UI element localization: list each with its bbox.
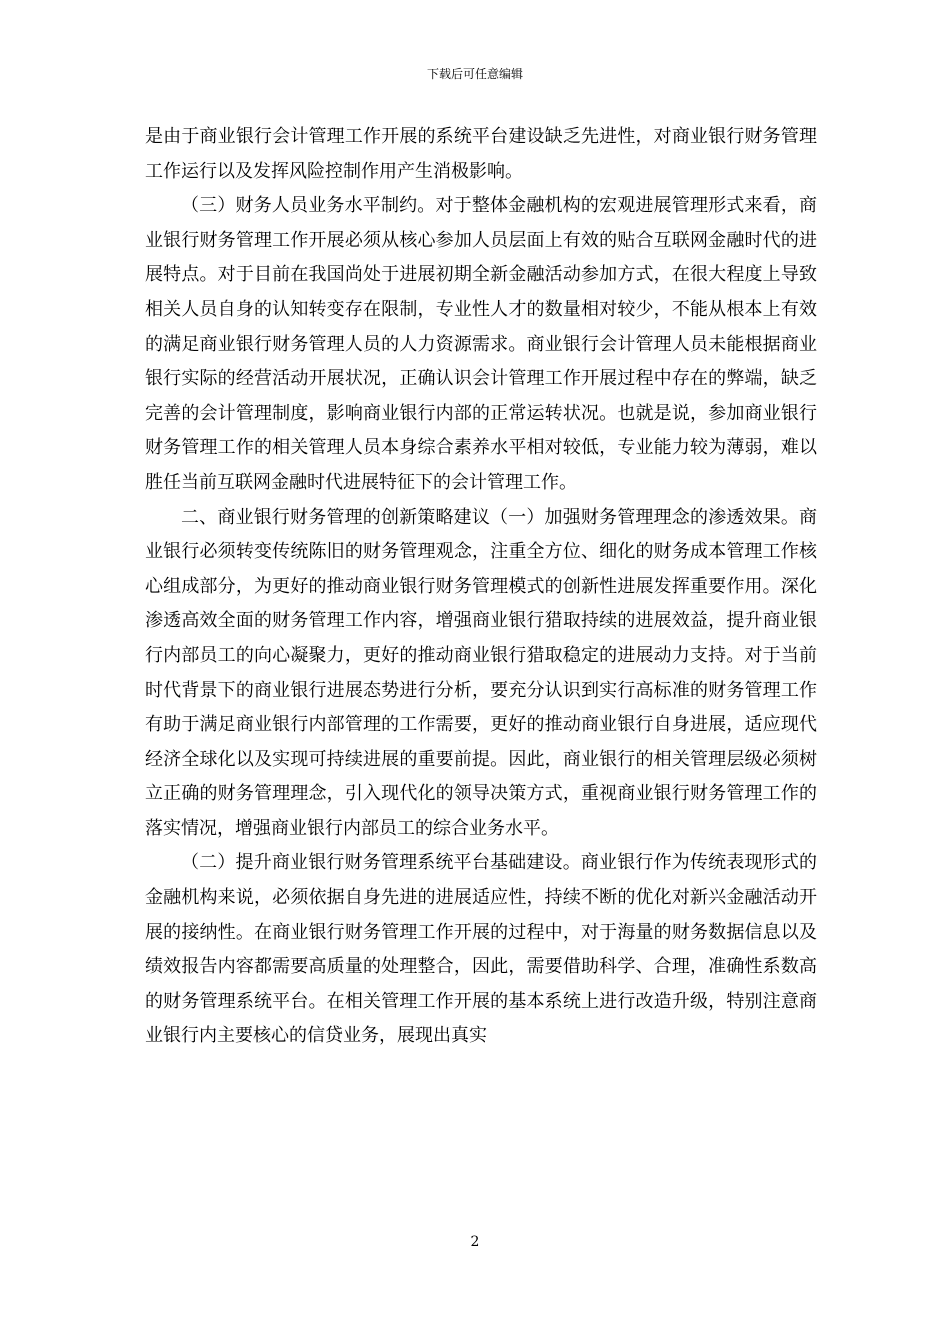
page-number: 2 [470, 1234, 480, 1250]
paragraph-1: 是由于商业银行会计管理工作开展的系统平台建设缺乏先进性，对商业银行财务管理工作运行以及发挥风险控制作用产生消极影响。 [145, 126, 817, 182]
page-header: 下载后可任意编辑 [426, 67, 523, 81]
paragraph-2: （三）财务人员业务水平制约。对于整体金融机构的宏观进展管理形式来看，商业银行财务管理工作开展必须从核心参加人员层面上有效的贴合互联网金融时代的进展特点。对于目前在我国尚处于进展初期全新金融活动参加方式，在很大程度上导致相关人员自身的认知转变存在限制，专业性人才的数量相对较少，不能从根本上有效的满足商业银行财务管理人员的人力资源需求。商业银行会计管理人员未能根据商业银行实际的经营活动开展状况，正确认识会计管理工作开展过程中存在的弊端，缺乏完善的会计管理制度，影响商业银行内部的正常运转状况。也就是说，参加商业银行财务管理工作的相关管理人员本身综合素养水平相对较低，专业能力较为薄弱，难以胜任当前互联网金融时代进展特征下的会计管理工作。 [145, 195, 817, 493]
paragraph-4: （二）提升商业银行财务管理系统平台基础建设。商业银行作为传统表现形式的金融机构来说，必须依据自身先进的进展适应性，持续不断的优化对新兴金融活动开展的接纳性。在商业银行财务管理工作开展的过程中，对于海量的财务数据信息以及绩效报告内容都需要高质量的处理整合，因此，需要借助科学、合理，准确性系数高的财务管理系统平台。在相关管理工作开展的基本系统上进行改造升级，特别注意商业银行内主要核心的信贷业务，展现出真实 [145, 852, 817, 1047]
paragraph-3: 二、商业银行财务管理的创新策略建议（一）加强财务管理理念的渗透效果。商业银行必须转变传统陈旧的财务管理观念，注重全方位、细化的财务成本管理工作核心组成部分，为更好的推动商业银行财务管理模式的创新性进展发挥重要作用。深化渗透高效全面的财务管理工作内容，增强商业银行猎取持续的进展效益，提升商业银行内部员工的向心凝聚力，更好的推动商业银行猎取稳定的进展动力支持。对于当前时代背景下的商业银行进展态势进行分析，要充分认识到实行高标准的财务管理工作有助于满足商业银行内部管理的工作需要，更好的推动商业银行自身进展，适应现代经济全球化以及实现可持续进展的重要前提。因此，商业银行的相关管理层级必须树立正确的财务管理理念，引入现代化的领导决策方式，重视商业银行财务管理工作的落实情况，增强商业银行内部员工的综合业务水平。 [145, 506, 817, 839]
document-body [145, 120, 817, 1054]
